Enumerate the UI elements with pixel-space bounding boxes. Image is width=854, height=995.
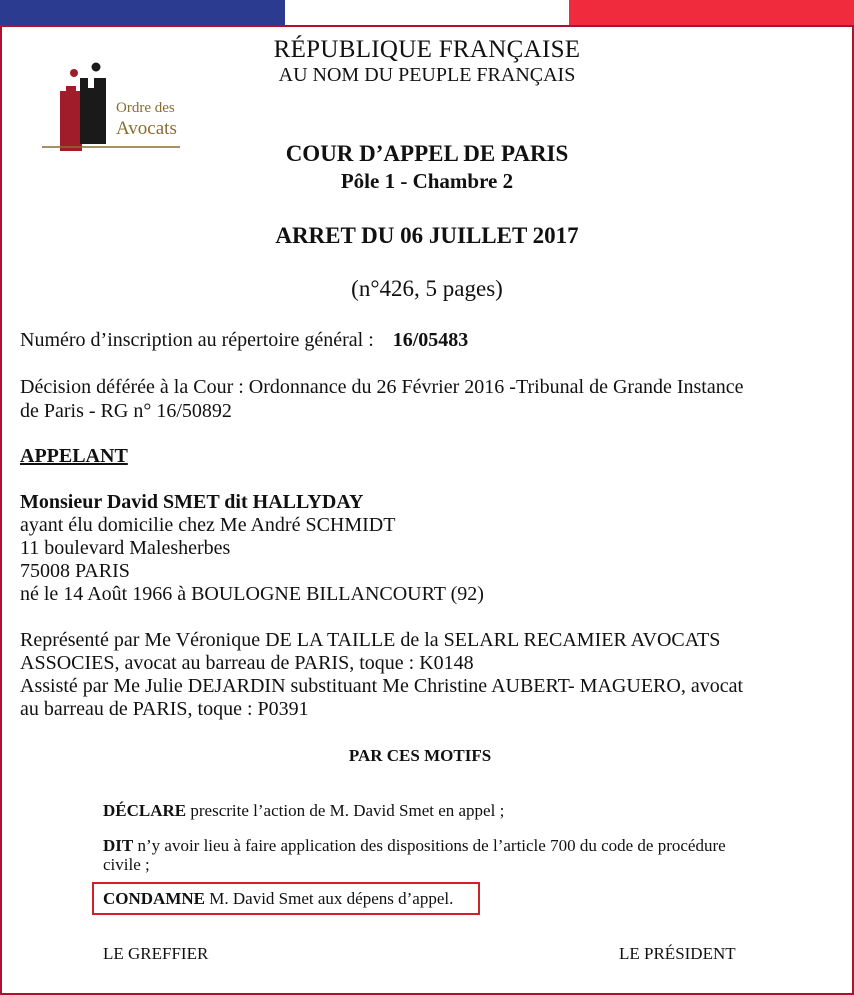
president-signature-label: LE PRÉSIDENT <box>619 944 736 963</box>
appelant-heading: APPELANT <box>20 445 128 467</box>
chamber-title: Pôle 1 - Chambre 2 <box>340 169 514 193</box>
representation-line: au barreau de PARIS, toque : P0391 <box>20 698 309 720</box>
condamne-text: M. David Smet aux dépens d’appel. <box>205 889 454 908</box>
dit-text-continued: civile ; <box>103 855 150 874</box>
judgment-number: (n°426, 5 pages) <box>351 276 503 301</box>
appelant-birth-line: né le 14 Août 1966 à BOULOGNE BILLANCOURT (92) <box>20 583 484 605</box>
representation-line: Représenté par Me Véronique DE LA TAILLE de la SELARL RECAMIER AVOCATS <box>20 629 721 651</box>
declare-text: prescrite l’action de M. David Smet en appel ; <box>186 801 505 820</box>
judgment-date-title: ARRET DU 06 JUILLET 2017 <box>275 223 579 248</box>
representation-line: Assisté par Me Julie DEJARDIN substituant Me Christine AUBERT- MAGUERO, avocat <box>20 675 744 697</box>
inscription-line <box>20 329 468 352</box>
tricolor-banner <box>0 0 854 25</box>
flag-white-stripe <box>285 0 570 25</box>
logo-text-avocats: Avocats <box>116 118 177 139</box>
declare-paragraph <box>103 801 504 821</box>
appelant-address-line: 75008 PARIS <box>20 560 130 582</box>
declare-keyword: DÉCLARE <box>103 801 187 820</box>
appelant-address-line: 11 boulevard Malesherbes <box>20 537 231 559</box>
logo-text-ordre: Ordre des <box>116 100 175 116</box>
appelant-name: Monsieur David SMET dit HALLYDAY <box>20 491 364 513</box>
flag-red-stripe <box>569 0 854 25</box>
condamne-keyword: CONDAMNE <box>103 889 205 908</box>
decision-line-1: Décision déférée à la Cour : Ordonnance du 26 Février 2016 -Tribunal de Grande Instance <box>20 376 744 398</box>
inscription-label: Numéro d’inscription au répertoire général : <box>20 329 374 351</box>
peuple-subheading: AU NOM DU PEUPLE FRANÇAIS <box>278 64 576 86</box>
flag-blue-stripe <box>0 0 285 25</box>
dit-keyword: DIT <box>103 836 134 855</box>
dit-paragraph <box>103 836 726 856</box>
greffier-signature-label: LE GREFFIER <box>103 944 209 963</box>
dit-text: n’y avoir lieu à faire application des dispositions de l’article 700 du code de procédure <box>133 836 726 855</box>
motifs-heading: PAR CES MOTIFS <box>348 746 492 765</box>
inscription-value: 16/05483 <box>392 329 469 351</box>
decision-line-2: de Paris - RG n° 16/50892 <box>20 400 232 422</box>
appelant-address-line: ayant élu domicilie chez Me André SCHMIDT <box>20 514 396 536</box>
condamne-paragraph <box>103 889 453 909</box>
republique-heading: RÉPUBLIQUE FRANÇAISE <box>273 36 581 63</box>
court-title: COUR D’APPEL DE PARIS <box>285 141 569 166</box>
representation-line: ASSOCIES, avocat au barreau de PARIS, toque : K0148 <box>20 652 474 674</box>
